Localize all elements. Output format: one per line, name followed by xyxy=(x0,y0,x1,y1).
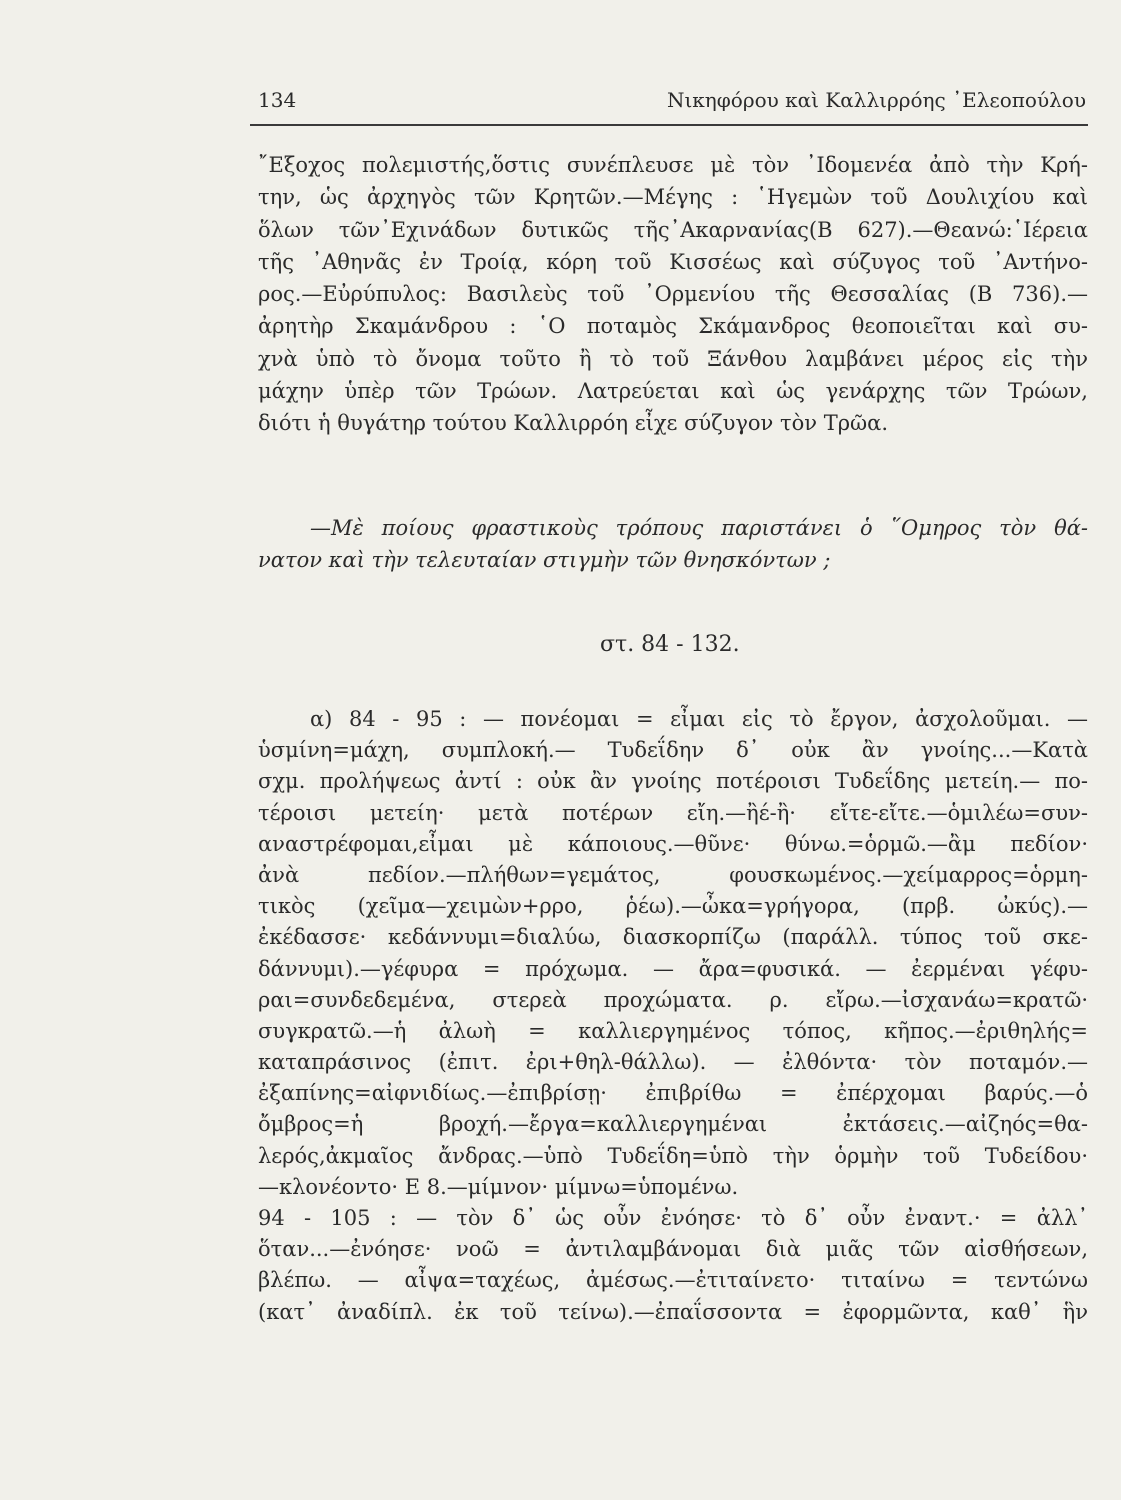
text-line: ὑσμίνη=μάχη, συμπλοκή.— Τυδεΐδην δ᾿ οὐκ ἂν γνοίης...—Κατὰ xyxy=(258,738,1088,763)
text-line: (κατ᾿ ἀναδίπλ. ἐκ τοῦ τείνω).—ἐπαΐσσοντα = ἐφορμῶντα, καθ᾿ ἣν xyxy=(258,1299,1088,1324)
text-line: την, ὡς ἀρχηγὸς τῶν Κρητῶν.—Μέγης : ῾Ηγεμὼν τοῦ Δουλιχίου καὶ xyxy=(258,185,1088,210)
text-line: ὄμβρος=ἡ βροχή.—ἔργα=καλλιεργημέναι ἐκτάσεις.—αἰζηός=θα- xyxy=(258,1112,1088,1137)
text-line: νατον καὶ τὴν τελευταίαν στιγμὴν τῶν θνησκόντων ; xyxy=(258,548,831,573)
paragraph-characters xyxy=(258,149,1088,440)
text-line: αναστρέφομαι,εἶμαι μὲ κάποιους.—θῦνε· θύνω.=ὁρμῶ.—ἂμ πεδίον· xyxy=(258,831,1088,856)
text-line: —Μὲ ποίους φραστικοὺς τρόπους παριστάνει ὁ ῞Ομηρος τὸν θά- xyxy=(310,516,1088,540)
text-line: α) 84 - 95 : — πονέομαι = εἶμαι εἰς τὸ ἔργον, ἀσχολοῦμαι. — xyxy=(310,707,1088,731)
text-line: βλέπω. — αἶψα=ταχέως, ἀμέσως.—ἐτιταίνετο· τιταίνω = τεντώνω xyxy=(258,1268,1088,1293)
text-line: συγκρατῶ.—ἡ ἀλωὴ = καλλιεργημένος τόπος, κῆπος.—ἐριθηλής= xyxy=(258,1018,1088,1043)
page-header xyxy=(258,88,1086,118)
study-question xyxy=(258,512,1088,577)
page-number: 134 xyxy=(258,88,297,112)
commentary-notes xyxy=(258,704,1088,1328)
running-title: Νικηφόρου καὶ Καλλιρρόης ᾿Ελεοπούλου xyxy=(666,88,1086,112)
section-heading: στ. 84 - 132. xyxy=(600,632,740,657)
text-line: καταπράσινος (ἐπιτ. ἐρι+θηλ-θάλλω). — ἐλθόντα· τὸν ποταμόν.— xyxy=(258,1050,1088,1075)
text-line: σχμ. προλήψεως ἀντί : οὐκ ἂν γνοίης ποτέροισι Τυδεΐδης μετείη.— πο- xyxy=(258,769,1088,794)
text-line: ὅταν...—ἐνόησε· νοῶ = ἀντιλαμβάνομαι διὰ μιᾶς τῶν αἰσθήσεων, xyxy=(258,1237,1088,1262)
text-line: χνὰ ὑπὸ τὸ ὄνομα τοῦτο ἢ τὸ τοῦ Ξάνθου λαμβάνει μέρος εἰς τὴν xyxy=(258,346,1088,371)
text-line: ὅλων τῶν᾿Εχινάδων δυτικῶς τῆς᾿Ακαρνανίας(Β 627).—Θεανώ:῾Ιέρεια xyxy=(258,217,1088,242)
text-line: ἀνὰ πεδίον.—πλήθων=γεμάτος, φουσκωμένος.—χείμαρρος=ὁρμη- xyxy=(258,862,1088,887)
text-line: ἐκέδασσε· κεδάννυμι=διαλύω, διασκορπίζω (παράλλ. τύπος τοῦ σκε- xyxy=(258,925,1088,950)
text-line: τικὸς (χεῖμα—χειμὼν+ρρο, ῥέω).—ὦκα=γρήγορα, (πρβ. ὠκύς).— xyxy=(258,894,1088,919)
text-line: ρος.—Εὐρύπυλος: Βασιλεὺς τοῦ ᾿Ορμενίου τῆς Θεσσαλίας (Β 736).— xyxy=(258,282,1088,307)
text-line: λερός,ἀκμαῖος ἄνδρας.—ὑπὸ Τυδεΐδη=ὑπὸ τὴν ὁρμὴν τοῦ Τυδείδου· xyxy=(258,1143,1088,1168)
text-line: δάννυμι).—γέφυρα = πρόχωμα. — ἄρα=φυσικά. — ἐερμέναι γέφυ- xyxy=(258,956,1088,981)
text-line: τέροισι μετείη· μετὰ ποτέρων εἴη.—ἢέ-ἢ· εἴτε-εἴτε.—ὁμιλέω=συν- xyxy=(258,800,1088,825)
text-line: —κλονέοντο· Ε 8.—μίμνον· μίμνω=ὑπομένω. xyxy=(258,1174,739,1199)
text-line: ραι=συνδεδεμένα, στερεὰ προχώματα. ρ. εἴρω.—ἰσχανάω=κρατῶ· xyxy=(258,987,1088,1012)
header-rule xyxy=(250,124,1088,126)
text-line: ῎Εξοχος πολεμιστής,ὅστις συνέπλευσε μὲ τὸν ᾿Ιδομενέα ἀπὸ τὴν Κρή- xyxy=(258,153,1088,177)
text-line: τῆς ᾿Αθηνᾶς ἐν Τροίᾳ, κόρη τοῦ Κισσέως καὶ σύζυγος τοῦ ᾿Αντήνο- xyxy=(258,249,1088,274)
text-line: ἀρητὴρ Σκαμάνδρου : ῾Ο ποταμὸς Σκάμανδρος θεοποιεῖται καὶ συ- xyxy=(258,314,1088,339)
text-line: διότι ἡ θυγάτηρ τούτου Καλλιρρόη εἶχε σύζυγον τὸν Τρῶα. xyxy=(258,411,889,436)
text-line: 94 - 105 : — τὸν δ᾿ ὡς οὖν ἐνόησε· τὸ δ᾿ οὖν ἐναντ.· = ἀλλ᾿ xyxy=(258,1206,1088,1230)
text-line: μάχην ὑπὲρ τῶν Τρώων. Λατρεύεται καὶ ὡς γενάρχης τῶν Τρώων, xyxy=(258,379,1088,404)
text-line: ἐξαπίνης=αἰφνιδίως.—ἐπιβρίσῃ· ἐπιβρίθω = ἐπέρχομαι βαρύς.—ὁ xyxy=(258,1081,1088,1106)
